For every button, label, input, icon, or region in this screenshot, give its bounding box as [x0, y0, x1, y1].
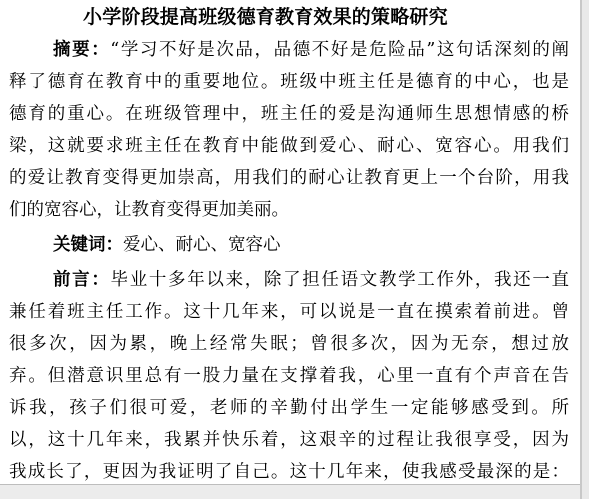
abstract-line-6: 们的宽容心，让教育变得更加美丽。 — [9, 200, 289, 220]
abstract-line-5: 的爱让教育变得更加崇高，用我们的耐心让教育更上一个台阶，用我 — [9, 168, 569, 188]
keywords-text: 爱心、耐心、宽容心 — [123, 235, 281, 255]
preface-line-6: 以，这十几年来，我累并快乐着，这艰辛的过程让我很享受，因为 — [9, 430, 569, 450]
preface-line-2: 兼任着班主任工作。这十几年来，可以说是一直在摸索着前进。曾 — [9, 302, 569, 322]
preface-text: 毕业十多年以来，除了担任语文教学工作外，我还一直 — [110, 270, 570, 290]
abstract-line-2: 释了德育在教育中的重要地位。班级中班主任是德育的中心，也是 — [9, 72, 569, 92]
document-title: 小学阶段提高班级德育教育效果的策略研究 — [83, 6, 448, 28]
keywords-line — [53, 233, 281, 257]
vertical-scrollbar-area[interactable] — [582, 0, 589, 499]
abstract-text: “学习不好是次品，品德不好是危险品”这句话深刻的阐 — [110, 40, 569, 60]
preface-line-4: 弃。但潜意识里总有一股力量在支撑着我，心里一直有个声音在告 — [9, 366, 569, 386]
preface-line-5: 诉我，孩子们很可爱，老师的辛勤付出学生一定能够感受到。所 — [9, 398, 569, 418]
preface-line-7: 我成长了，更因为我证明了自己。这十几年来，使我感受最深的是： — [9, 462, 569, 482]
preface-line-3: 很多次，因为累，晚上经常失眠；曾很多次，因为无奈，想过放 — [9, 334, 569, 354]
abstract-line-1 — [53, 38, 569, 62]
preface-line-1 — [53, 268, 569, 292]
abstract-line-3: 德育的重心。在班级管理中，班主任的爱是沟通师生思想情感的桥 — [9, 104, 569, 124]
horizontal-scrollbar-area[interactable] — [0, 484, 589, 499]
abstract-label: 摘要： — [53, 40, 111, 60]
preface-label: 前言： — [53, 270, 111, 290]
abstract-line-4: 梁，这就要求班主任在教育中能做到爱心、耐心、宽容心。用我们 — [9, 136, 569, 156]
keywords-label: 关键词： — [53, 235, 123, 255]
